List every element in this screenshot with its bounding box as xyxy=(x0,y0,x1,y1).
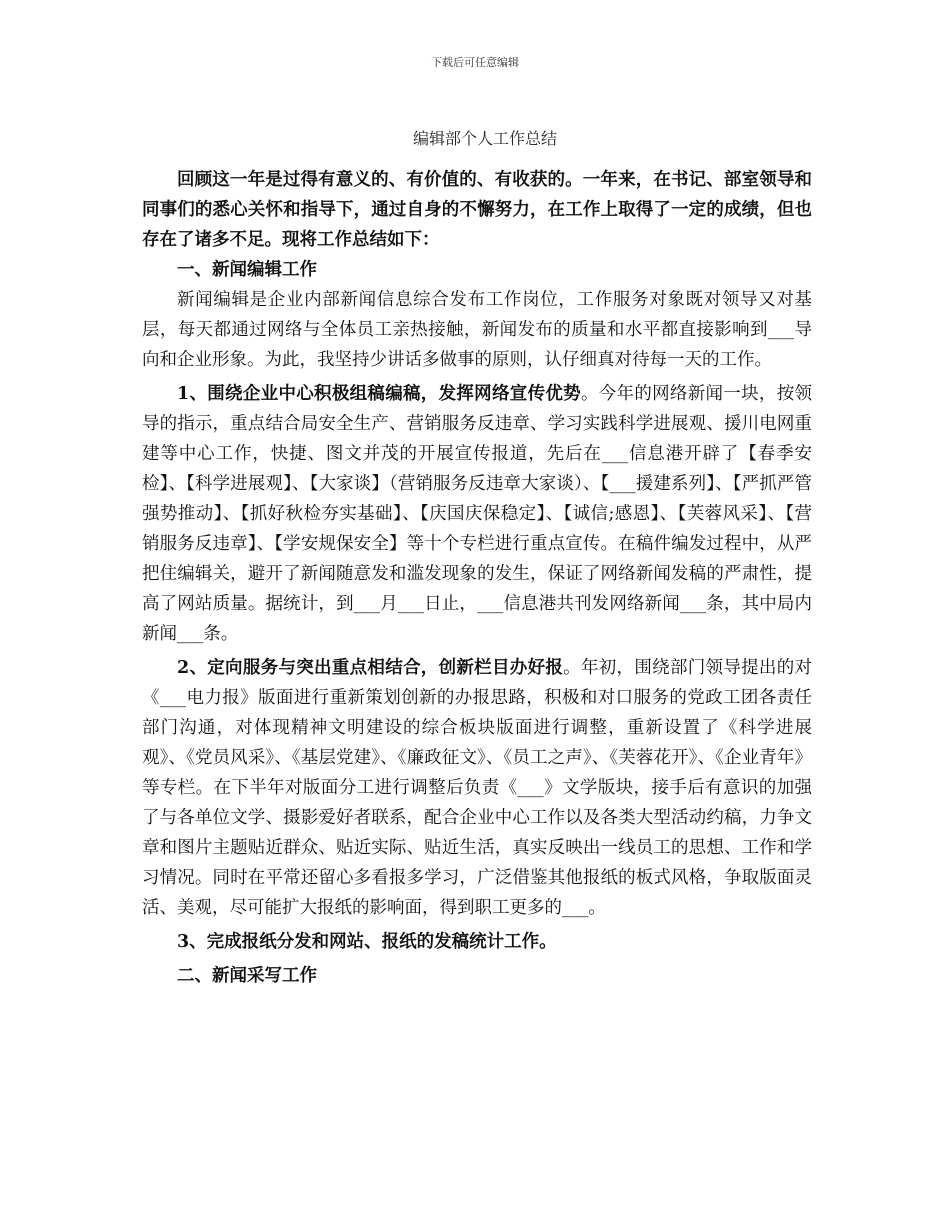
item-body-2: 。年初，围绕部门领导提出的对《___电力报》版面进行重新策划创新的办报思路，积极和对口服务的党政工团各责任部门沟通，对体现精神文明建设的综合板块版面进行调整，重新设置了《科学进展观》、《党员风采》、《基层党建》、《廉政征文》、《员工之声》、《芙蓉花开》、《企业青年》等专栏。在下半年对版面分工进行调整后负责《___》文学版块，接手后有意识的加强了与各单位文学、摄影爱好者联系，配合企业中心工作以及各类大型活动约稿，力争文章和图片主题贴近群众、贴近实际、贴近生活，真实反映出一线员工的思想、工作和学习情况。同时在平常还留心多看报多学习，广泛借鉴其他报纸的板式风格，争取版面灵活、美观，尽可能扩大报纸的影响面，得到职工更多的___。 xyxy=(142,658,813,918)
item-paragraph-1 xyxy=(142,379,812,649)
item-lead-2: 2、定向服务与突出重点相结合，创新栏目办好报 xyxy=(177,658,564,678)
header-note: 下载后可任意编辑 xyxy=(431,56,519,69)
item-lead-1: 1、围绕企业中心积极组稿编稿，发挥网络宣传优势 xyxy=(177,384,581,404)
section-body-news-editing: 新闻编辑是企业内部新闻信息综合发布工作岗位，工作服务对象既对领导又对基层，每天都通过网络与全体员工亲热接触，新闻发布的质量和水平都直接影响到___导向和企业形象。为此，我坚持少讲话多做事的原则，认仔细真对待每一天的工作。 xyxy=(142,290,812,370)
section-heading-news-writing: 二、新闻采写工作 xyxy=(177,966,317,986)
intro-paragraph: 回顾这一年是过得有意义的、有价值的、有收获的。一年来，在书记、部室领导和同事们的悉心关怀和指导下，通过自身的不懈努力，在工作上取得了一定的成绩，但也存在了诸多不足。现将工作总结如下： xyxy=(142,170,812,250)
document-body xyxy=(142,165,812,991)
section-heading-news-editing: 一、新闻编辑工作 xyxy=(177,260,317,280)
document-title: 编辑部个人工作总结 xyxy=(412,129,557,148)
item-body-1: 。今年的网络新闻一块，按领导的指示，重点结合局安全生产、营销服务反违章、学习实践科学进展观、援川电网重建等中心工作，快捷、图文并茂的开展宣传报道，先后在___信息港开辟了【春季安检】、【科学进展观】、【大家谈】（营销服务反违章大家谈）、【___援建系列】、【严抓严管强势推动】、【抓好秋检夯实基础】、【庆国庆保稳定】、【诚信;感恩】、【芙蓉风采】、【营销服务反违章】、【学安规保安全】等十个专栏进行重点宣传。在稿件编发过程中，从严把住编辑关，避开了新闻随意发和滥发现象的发生，保证了网络新闻发稿的严肃性，提高了网站质量。据统计，到___月___日止，___信息港共刊发网络新闻___条，其中局内新闻___条。 xyxy=(142,384,812,644)
item-paragraph-3: 3、完成报纸分发和网站、报纸的发稿统计工作。 xyxy=(177,932,557,952)
item-paragraph-2 xyxy=(142,653,812,923)
